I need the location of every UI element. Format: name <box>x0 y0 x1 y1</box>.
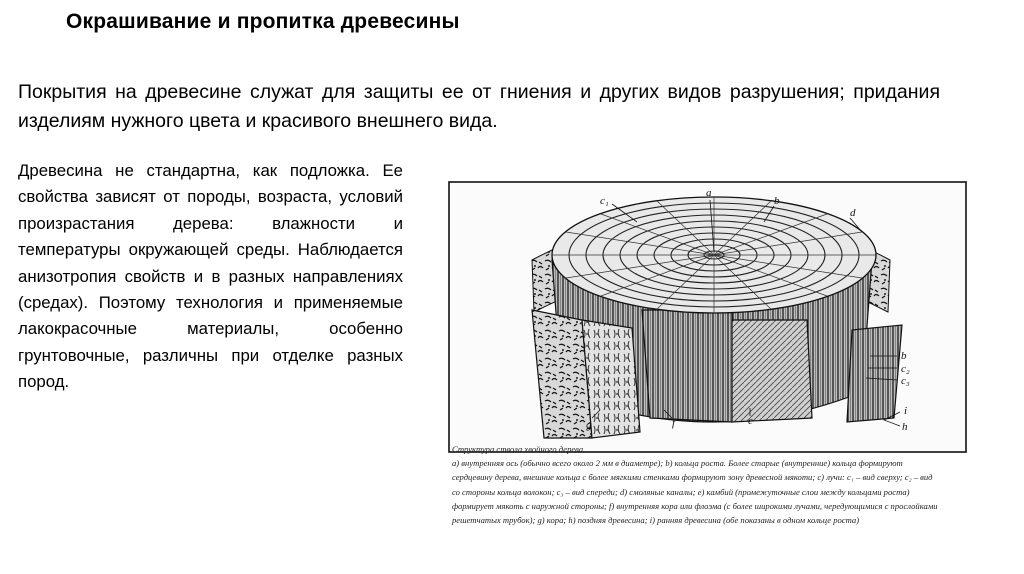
body-paragraph: Древесина не стандартна, как подложка. Ее свойства зависят от породы, возраста, условий произрастания дерева: влажности и температуры окружающей среды. Наблюдается анизотропия свойств и в разных направлениях (средах). Поэтому технология и применяемые лакокрасочные материалы, особенно грунтовочные, различны при отделке разных пород. <box>18 161 403 392</box>
label-a: a <box>706 187 712 199</box>
label-f: f <box>672 417 676 429</box>
caption-line: формирует мякоть с наружной стороны; f) внутренняя кора или флоэма (с более широкими лучами, чередующимися с прослойками <box>452 500 938 511</box>
caption-line: со стороны кольца волокон; c₃ – вид спереди; d) смоляные каналы; е) камбий (промежуточные слои между кольцами роста) <box>452 486 910 497</box>
cambium-layer <box>732 320 812 422</box>
label-i: i <box>904 405 908 417</box>
inner-bark-layer <box>642 310 732 422</box>
caption-title: Структура ствола хвойного дерева <box>452 444 584 454</box>
label-c3: c₃ <box>901 375 910 387</box>
right-cut-face <box>847 325 902 422</box>
label-c2: c₂ <box>901 363 910 375</box>
label-b-top: b <box>774 195 780 207</box>
label-c1: c₁ <box>600 195 609 207</box>
caption-line: решетчатых трубок); g) кора; h) поздняя древесина; i) ранняя древесина (обе показаны в одном кольце роста) <box>452 515 860 526</box>
caption-line: сердцевину дерева, внешние кольца с более мягкими стенками формируют зону древесной мякоти; с) лучи: c₁ – вид сверху; c₂ – вид <box>452 472 933 483</box>
label-g: g <box>586 419 592 431</box>
lead-paragraph: Покрытия на древесине служат для защиты ее от гниения и других видов разрушения; придания изделиям нужного цвета и красивого внешнего вида. <box>18 81 940 132</box>
figure-caption <box>452 442 972 527</box>
caption-line: а) внутренняя ось (обычно всего около 2 мм в диаметре); b) кольца роста. Более старые (внутренние) кольца формируют <box>452 458 903 469</box>
page-title: Окрашивание и пропитка древесины <box>66 10 460 33</box>
label-b-right: b <box>901 350 907 362</box>
label-e: e <box>748 415 753 427</box>
label-h: h <box>902 421 908 433</box>
label-d: d <box>850 207 856 219</box>
